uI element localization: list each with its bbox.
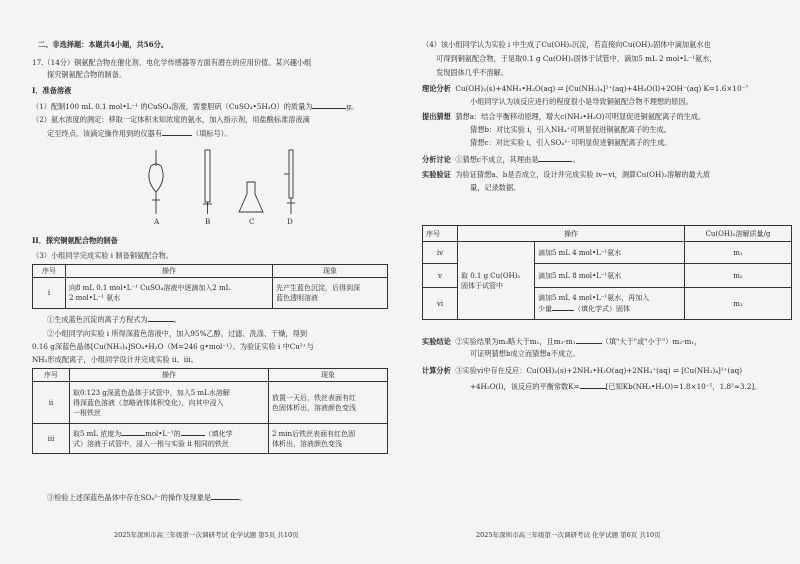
col-header-operation: 操作 (70, 369, 269, 382)
question-17-intro-cont: 探究铜氨配合物的制备。 (47, 70, 127, 79)
col-header-mass: Cu(OH)₂溶解质量/g (685, 226, 792, 242)
col-header-phenomenon: 现象 (269, 369, 388, 382)
answer-blank[interactable] (576, 336, 602, 344)
theory-analysis-cont: 小组同学认为该反应进行的程度很小是导致铜氨配合物不理想的原因。 (470, 97, 693, 106)
answer-blank[interactable] (121, 428, 145, 436)
analysis-discussion: 分析讨论 ①猜想c不成立，其理由是 。 (422, 155, 580, 164)
conical-flask-icon (239, 182, 263, 212)
hypothesis-a: 提出猜想 猜想a：结合平衡移动原理，增大c(NH₃•H₂O)可明显促进铜氨配离子的生成。 (422, 112, 706, 121)
answer-blank[interactable] (211, 492, 239, 500)
theory-analysis: 理论分析 Cu(OH)₂(s)+4NH₃•H₂O(aq) ⇌ [Cu(NH₃)₄]²⁺(aq)+4H₂O(l)+2OH⁻(aq) K=1.6×10⁻⁷ (422, 84, 749, 93)
page-footer: 2025年深圳市高三年级第一次调研考试 化学试题 第5页 共10页 (114, 531, 299, 539)
hypothesis-c: 猜想c：对比实验 i，引入SO₄²⁻可明显促进铜氨配离子的生成。 (470, 138, 672, 147)
graduated-pipette-icon (284, 150, 295, 214)
subq-3-1: ①生成蓝色沉淀的离子方程式为 。 (47, 315, 181, 324)
subq-3-3: ③检验上述深蓝色晶体中存在SO₄²⁻的操作及现象是 。 (47, 493, 247, 502)
table-experiment-iv-vi (422, 225, 792, 320)
subq-4: （4）该小组同学认为实验 i 中生成了Cu(OH)₂沉淀，若直接向Cu(OH)₂固体中滴加氨水也 (422, 40, 711, 49)
experiment-verification: 实验验证 为验证猜想a、b是否成立，设计并完成实验 iv~vi，测算Cu(OH)₂溶解的最大质 (422, 170, 711, 179)
answer-blank[interactable] (162, 128, 192, 136)
answer-blank[interactable] (580, 381, 606, 389)
subq-1: （1）配制100 mL 0.1 mol•L⁻¹ 的CuSO₄溶液，需要胆矾（CuSO₄•5H₂O）的质量为 g。 (32, 102, 359, 111)
apparatus-label-b: B (205, 217, 211, 226)
subq-4-cont: 可得到铜氨配合物，于是取0.1 g Cu(OH)₂固体于试管中，滴加5 mL 2 mol•L⁻¹氨水， (436, 54, 717, 63)
table-row: iv 取 0.1 g Cu(OH)₂ 固体于试管中 滴加5 mL 4 mol•L⁻¹氨水 m₁ (423, 242, 792, 264)
table-row: i 向8 mL 0.1 mol•L⁻¹ CuSO₄溶液中逐滴加入2 mL 2 mol•L⁻¹ 氨水 先产生蓝色沉淀，后得到深 蓝色透明溶液 (33, 278, 388, 309)
answer-blank[interactable] (181, 428, 205, 436)
answer-blank[interactable] (312, 101, 346, 109)
section-heading: 二、非选择题：本题共4小题，共56分。 (38, 40, 169, 49)
apparatus-label-a: A (154, 217, 160, 226)
answer-blank[interactable] (538, 154, 572, 162)
table-experiment-ii-iii (32, 368, 388, 454)
subq-2: （2）氨水浓度的测定：移取一定体积未知浓度的氨水，加入指示剂，用盐酸标准溶液滴 (32, 115, 310, 124)
separatory-funnel-icon (149, 150, 163, 214)
apparatus-label-c: C (249, 217, 255, 226)
experiment-conclusion-cont: 可证明猜想b成立而猜想a不成立。 (470, 349, 580, 358)
page-footer: 2025年深圳市高三年级第一次调研考试 化学试题 第6页 共10页 (476, 531, 661, 539)
col-header-index: 序号 (423, 226, 458, 242)
table-experiment-i (32, 264, 388, 309)
subq-3-2-cont: 0.16 g深蓝色晶体[Cu(NH₃)₄]SO₄•H₂O（M=246 g•mol⁻¹）。为验证实验 i 中Cu²⁺与 (32, 342, 314, 351)
subq-3: （3）小组同学完成实验 i 制备铜氨配合物。 (32, 251, 173, 260)
calculation-analysis: 计算分析 ③实验vi中存在反应：Cu(OH)₂(s)+2NH₃•H₂O(aq)+2NH₄⁺(aq) ⇌ [Cu(NH₃)₄]²⁺(aq) (422, 366, 743, 375)
answer-blank[interactable] (148, 314, 174, 322)
col-header-index: 序号 (33, 369, 70, 382)
burette-icon (203, 150, 212, 214)
experiment-verification-cont: 量，记录数据。 (470, 183, 521, 192)
subq-3-2: ②小组同学向实验 i 所得深蓝色溶液中，加入95%乙醇，过滤、洗涤、干燥，得到 (47, 329, 308, 338)
table-row: ii 取0.123 g深蓝色晶体于试管中，加入5 mL水溶解 得深蓝色溶液（忽略液体体积变化），向其中浸入 一根铁丝 放置一天后，铁丝表面有红 色固体析出，溶液颜色变浅 (33, 382, 388, 424)
col-header-operation: 操作 (458, 226, 685, 242)
subq-4-cont2: 发现固体几乎不溶解。 (436, 68, 508, 77)
apparatus-figure (143, 148, 303, 226)
answer-blank[interactable] (552, 303, 574, 311)
hypothesis-b: 猜想b：对比实验 i，引入NH₄⁺可明显促进铜氨配离子的生成。 (470, 125, 671, 134)
subq-3-2-cont2: NH₃形成配离子，小组同学设计并完成实验 ii、iii。 (32, 355, 198, 364)
part-2-heading: II．探究铜氨配合物的制备 (32, 236, 118, 245)
part-1-heading: I．准备溶液 (32, 86, 72, 95)
col-header-phenomenon: 现象 (273, 265, 388, 278)
subq-2-cont: 定至终点。该滴定操作用到的仪器有 （填标号）。 (47, 129, 232, 138)
table-row: v 滴加5 mL 8 mol•L⁻¹氨水 m₂ (423, 264, 792, 288)
page-5 (18, 0, 408, 564)
experiment-conclusion: 实验结论 ②实验结果为m₂略大于m₁，且m₃-m₁ （填"大于"或"小于"）m₂-m₁， (422, 337, 702, 346)
table-row: vi 滴加5 mL 4 mol•L⁻¹氨水，再加入 少量 （填化学式）固体 m₃ (423, 288, 792, 320)
shared-operation-cell: 取 0.1 g Cu(OH)₂ 固体于试管中 (458, 242, 535, 320)
table-row: iii 取5 mL 浓度为 mol•L⁻¹的 （填化学 式）溶液于试管中，浸入一根与实验 ii 相同的铁丝 2 min后铁丝表面有红色固 体析出，溶液颜色变浅 (33, 424, 388, 454)
page-6 (414, 0, 800, 564)
col-header-operation: 操作 (66, 265, 273, 278)
apparatus-label-d: D (287, 217, 293, 226)
question-17-intro: 17.（14分）铜氨配合物在催化剂、电化学传感器等方面有潜在的应用价值。某兴趣小组 (32, 58, 312, 67)
col-header-index: 序号 (33, 265, 66, 278)
calculation-analysis-cont: +4H₂O(l)，该反应的平衡常数K= [已知Kb(NH₃•H₂O)=1.8×10⁻⁵，1.8²≈3.2]。 (470, 382, 762, 391)
